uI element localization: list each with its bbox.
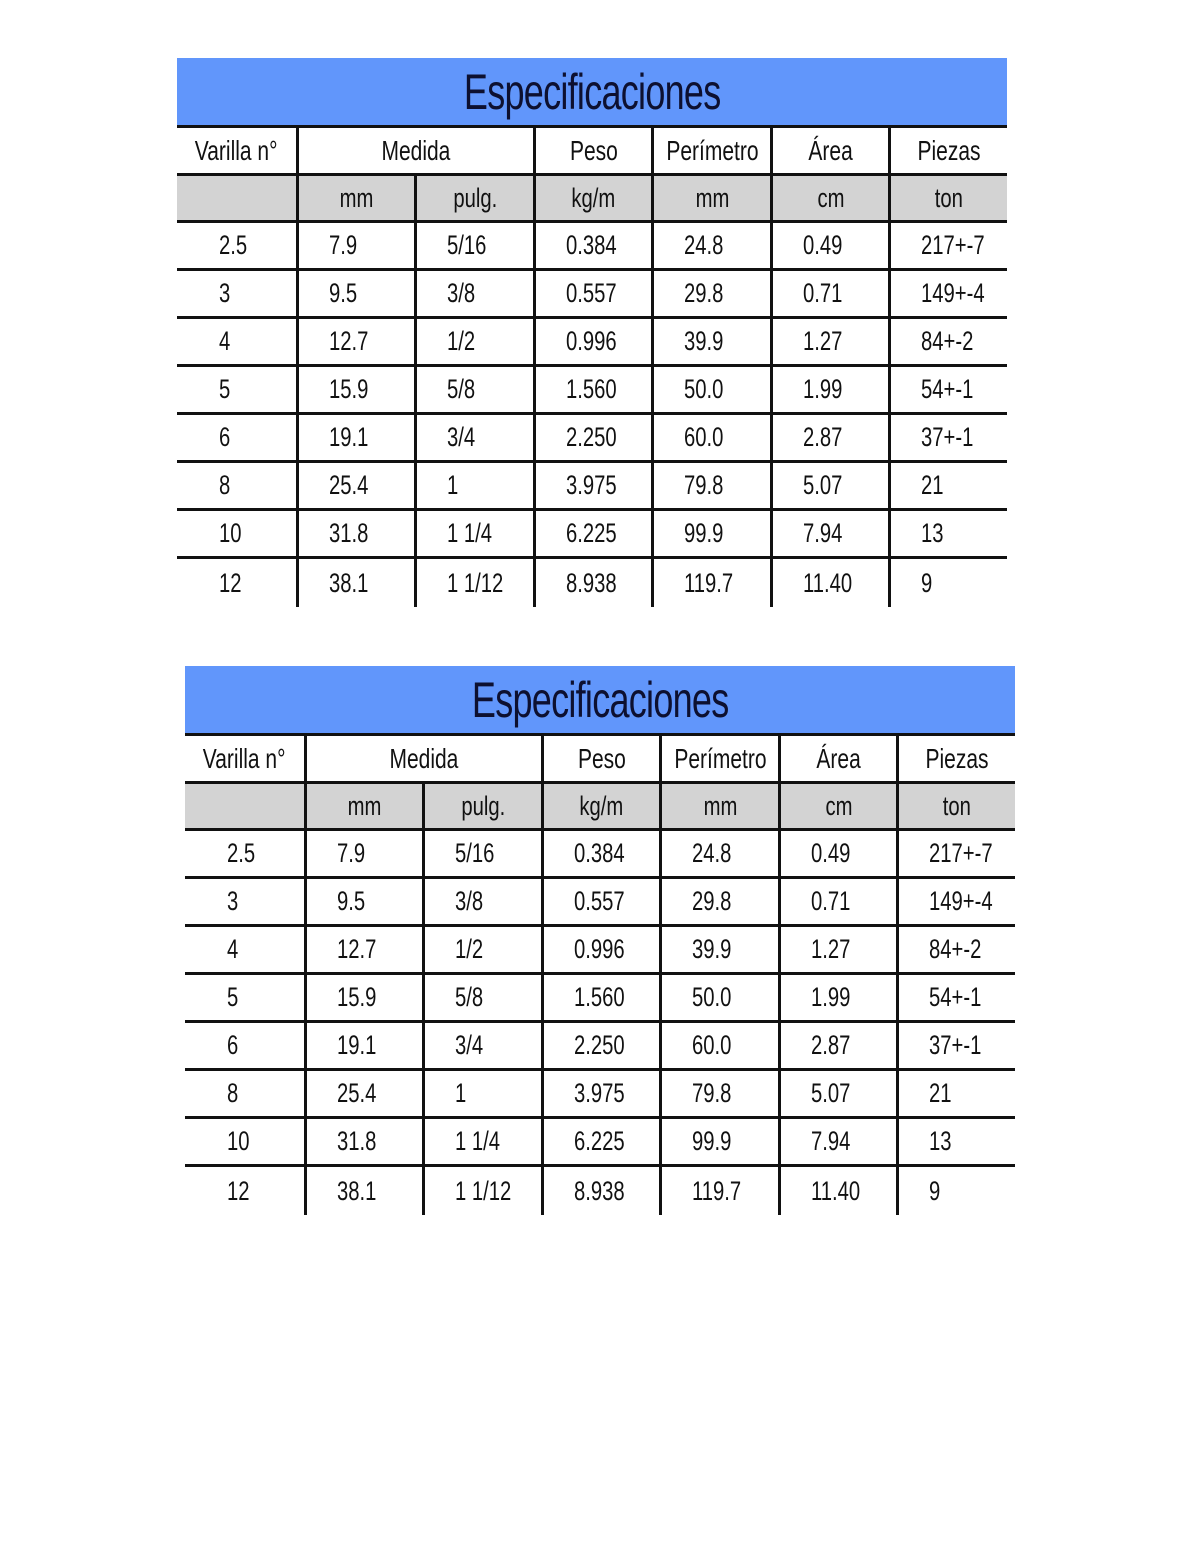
header-varilla: Varilla n° [202,742,286,774]
cell-perimetro: 50.0 [651,367,770,412]
cell-piezas: 54+-1 [896,975,1015,1020]
header-row [185,736,1015,784]
cell-varilla: 2.5 [219,230,248,260]
cell-peso: 0.384 [541,831,660,876]
table-row [185,1119,1015,1167]
table-row [177,415,1007,463]
cell-piezas: 217+-7 [888,223,1007,268]
cell-mm: 38.1 [304,1167,423,1215]
header-medida: Medida [296,128,533,173]
table-title-bar [177,58,1007,128]
cell-perimetro: 39.9 [651,319,770,364]
cell-perimetro: 99.9 [659,1119,778,1164]
cell-varilla: 8 [219,470,231,500]
cell-piezas: 84+-2 [888,319,1007,364]
spec-table-1 [177,58,1007,607]
cell-pulg: 1 [414,463,533,508]
unit-piezas: ton [896,784,1015,828]
spec-grid [177,128,1007,607]
cell-perimetro: 79.8 [659,1071,778,1116]
cell-pulg: 5/16 [422,831,541,876]
table-row [177,463,1007,511]
cell-pulg: 1 1/4 [414,511,533,556]
cell-area: 0.71 [770,271,889,316]
unit-peso: kg/m [541,784,660,828]
cell-area: 1.99 [778,975,897,1020]
header-medida: Medida [304,736,541,781]
cell-varilla: 12 [219,567,242,598]
table-row [185,1167,1015,1215]
cell-varilla: 8 [227,1078,239,1108]
unit-varilla [177,176,296,220]
cell-area: 11.40 [770,559,889,607]
cell-piezas: 149+-4 [896,879,1015,924]
unit-perimetro: mm [659,784,778,828]
cell-peso: 3.975 [541,1071,660,1116]
table-row [177,511,1007,559]
cell-pulg: 1 1/12 [422,1167,541,1215]
cell-varilla: 10 [219,518,242,548]
cell-peso: 0.557 [533,271,652,316]
cell-mm: 19.1 [296,415,415,460]
cell-area: 7.94 [770,511,889,556]
table-row [185,831,1015,879]
cell-piezas: 37+-1 [896,1023,1015,1068]
cell-pulg: 3/4 [414,415,533,460]
table-row [185,1023,1015,1071]
cell-varilla: 10 [227,1126,250,1156]
table-row [185,1071,1015,1119]
cell-piezas: 13 [888,511,1007,556]
cell-peso: 8.938 [533,559,652,607]
table-row [185,879,1015,927]
cell-perimetro: 50.0 [659,975,778,1020]
header-peso: Peso [541,736,660,781]
cell-area: 0.49 [770,223,889,268]
cell-varilla: 6 [219,422,231,452]
cell-pulg: 5/8 [422,975,541,1020]
units-row [185,784,1015,831]
unit-mm: mm [296,176,415,220]
table-row [177,319,1007,367]
table-row [185,975,1015,1023]
cell-area: 11.40 [778,1167,897,1215]
units-row [177,176,1007,223]
cell-pulg: 1/2 [422,927,541,972]
cell-area: 0.71 [778,879,897,924]
cell-peso: 3.975 [533,463,652,508]
table-row [177,367,1007,415]
cell-peso: 2.250 [541,1023,660,1068]
cell-pulg: 1 [422,1071,541,1116]
cell-mm: 15.9 [304,975,423,1020]
cell-perimetro: 60.0 [651,415,770,460]
table-row [177,271,1007,319]
cell-mm: 12.7 [296,319,415,364]
cell-peso: 0.996 [541,927,660,972]
unit-area: cm [778,784,897,828]
cell-area: 2.87 [778,1023,897,1068]
cell-varilla: 5 [227,982,239,1012]
unit-perimetro: mm [651,176,770,220]
cell-area: 0.49 [778,831,897,876]
cell-mm: 31.8 [304,1119,423,1164]
header-varilla: Varilla n° [194,134,278,166]
cell-perimetro: 24.8 [659,831,778,876]
table-row [177,223,1007,271]
cell-area: 7.94 [778,1119,897,1164]
header-area: Área [770,128,889,173]
cell-varilla: 3 [219,278,231,308]
unit-varilla [185,784,304,828]
cell-piezas: 21 [896,1071,1015,1116]
table-title-bar [185,666,1015,736]
cell-piezas: 13 [896,1119,1015,1164]
header-row [177,128,1007,176]
cell-perimetro: 39.9 [659,927,778,972]
cell-area: 5.07 [770,463,889,508]
cell-varilla: 5 [219,374,231,404]
table-row [185,927,1015,975]
cell-mm: 38.1 [296,559,415,607]
cell-peso: 8.938 [541,1167,660,1215]
cell-area: 1.27 [770,319,889,364]
cell-pulg: 3/4 [422,1023,541,1068]
unit-mm: mm [304,784,423,828]
cell-area: 1.99 [770,367,889,412]
cell-mm: 25.4 [304,1071,423,1116]
cell-perimetro: 29.8 [651,271,770,316]
cell-varilla: 12 [227,1175,250,1206]
header-piezas: Piezas [896,736,1015,781]
cell-perimetro: 119.7 [651,559,770,607]
header-piezas: Piezas [888,128,1007,173]
cell-perimetro: 99.9 [651,511,770,556]
cell-mm: 19.1 [304,1023,423,1068]
cell-peso: 0.996 [533,319,652,364]
cell-pulg: 1/2 [414,319,533,364]
cell-peso: 2.250 [533,415,652,460]
table-title: Especificaciones [463,63,721,120]
cell-pulg: 5/16 [414,223,533,268]
cell-perimetro: 24.8 [651,223,770,268]
header-peso: Peso [533,128,652,173]
cell-mm: 12.7 [304,927,423,972]
cell-mm: 15.9 [296,367,415,412]
cell-mm: 9.5 [304,879,423,924]
cell-peso: 0.557 [541,879,660,924]
cell-varilla: 3 [227,886,239,916]
cell-pulg: 1 1/4 [422,1119,541,1164]
cell-piezas: 9 [888,559,1007,607]
table-row [177,559,1007,607]
cell-varilla: 4 [227,934,239,964]
cell-pulg: 1 1/12 [414,559,533,607]
cell-varilla: 4 [219,326,231,356]
cell-varilla: 6 [227,1030,239,1060]
cell-perimetro: 79.8 [651,463,770,508]
spec-grid [185,736,1015,1215]
cell-peso: 1.560 [541,975,660,1020]
cell-mm: 31.8 [296,511,415,556]
spec-table-2 [185,666,1015,1215]
unit-piezas: ton [888,176,1007,220]
header-perimetro: Perímetro [659,736,778,781]
cell-piezas: 54+-1 [888,367,1007,412]
cell-area: 2.87 [770,415,889,460]
table-title: Especificaciones [471,671,729,728]
cell-peso: 6.225 [541,1119,660,1164]
unit-area: cm [770,176,889,220]
cell-piezas: 149+-4 [888,271,1007,316]
unit-peso: kg/m [533,176,652,220]
cell-mm: 9.5 [296,271,415,316]
cell-peso: 0.384 [533,223,652,268]
cell-area: 5.07 [778,1071,897,1116]
cell-mm: 7.9 [304,831,423,876]
cell-pulg: 5/8 [414,367,533,412]
cell-piezas: 9 [896,1167,1015,1215]
cell-peso: 6.225 [533,511,652,556]
cell-area: 1.27 [778,927,897,972]
cell-piezas: 37+-1 [888,415,1007,460]
cell-perimetro: 29.8 [659,879,778,924]
header-perimetro: Perímetro [651,128,770,173]
cell-perimetro: 119.7 [659,1167,778,1215]
cell-pulg: 3/8 [422,879,541,924]
cell-piezas: 21 [888,463,1007,508]
cell-varilla: 2.5 [227,838,256,868]
cell-pulg: 3/8 [414,271,533,316]
unit-pulg: pulg. [422,784,541,828]
unit-pulg: pulg. [414,176,533,220]
cell-piezas: 84+-2 [896,927,1015,972]
cell-mm: 25.4 [296,463,415,508]
cell-piezas: 217+-7 [896,831,1015,876]
header-area: Área [778,736,897,781]
cell-peso: 1.560 [533,367,652,412]
cell-perimetro: 60.0 [659,1023,778,1068]
cell-mm: 7.9 [296,223,415,268]
